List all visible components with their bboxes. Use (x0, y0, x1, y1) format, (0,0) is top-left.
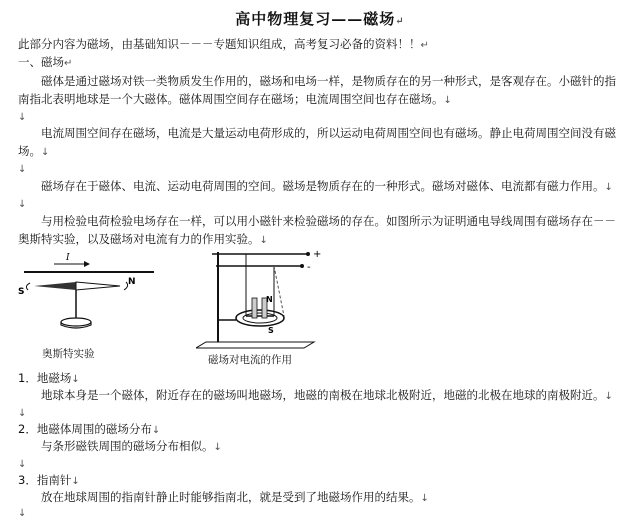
svg-text:I: I (66, 253, 70, 263)
figure-2-caption: 磁场对电流的作用 (208, 354, 292, 366)
empty-line: ↓ (18, 112, 27, 123)
svg-text:N: N (128, 277, 136, 287)
svg-text:S: S (18, 287, 25, 297)
paragraph-3: 磁场存在于磁体、电流、运动电荷周围的空间。磁场是物质存在的一种形式。磁场对磁体、电流都有磁力作用。↓ (41, 179, 613, 193)
section-heading: 一、磁场↵ (18, 55, 73, 69)
svg-text:-: - (307, 262, 311, 273)
figure-1-caption: 奥斯特实验 (42, 348, 95, 360)
oersted-experiment-figure (14, 250, 164, 345)
paragraph-4: 与用检验电荷检验电场存在一样，可以用小磁针来检验磁场的存在。如图所示为证明通电导线周围有磁场存在－－奥斯特实验，以及磁场对电流有力的作用实验。↓ (18, 214, 616, 246)
svg-text:N: N (266, 295, 273, 304)
empty-line: ↓ (18, 459, 27, 470)
item-1-heading: 1．地磁场↓ (18, 371, 80, 385)
svg-text:S: S (268, 326, 274, 335)
item-2-text: 与条形磁铁周围的磁场分布相似。↓ (41, 439, 222, 453)
empty-line: ↓ (18, 408, 27, 419)
empty-line: ↓ (18, 199, 27, 210)
empty-line: ↓ (18, 508, 27, 519)
empty-line: ↓ (18, 164, 27, 175)
intro-line: 此部分内容为磁场，由基础知识－－－专题知识组成，高考复习必备的资料！！↵ (18, 37, 429, 51)
paragraph-2: 电流周围空间存在磁场，电流是大量运动电荷形成的，所以运动电荷周围空间也有磁场。静止电荷周围空间没有磁场。↓ (18, 126, 616, 158)
item-3-heading: 3．指南针↓ (18, 473, 80, 487)
svg-text:+: + (313, 249, 322, 260)
item-1-text: 地球本身是一个磁体，附近存在的磁场叫地磁场，地磁的南极在地球北极附近，地磁的北极在地球的南极附近。↓ (41, 388, 613, 402)
item-2-heading: 2．地磁体周围的磁场分布↓ (18, 422, 161, 436)
magnetic-force-experiment-figure (196, 244, 326, 354)
page-title: 高中物理复习——磁场↵ (235, 10, 405, 28)
item-3-text: 放在地球周围的指南针静止时能够指南北，就是受到了地磁场作用的结果。↓ (41, 490, 429, 504)
paragraph-1: 磁体是通过磁场对铁一类物质发生作用的，磁场和电场一样，是物质存在的另一种形式，是客观存在。小磁针的指南指北表明地球是一个大磁体。磁体周围空间存在磁场；电流周围空间也存在磁场。↓ (18, 74, 616, 106)
